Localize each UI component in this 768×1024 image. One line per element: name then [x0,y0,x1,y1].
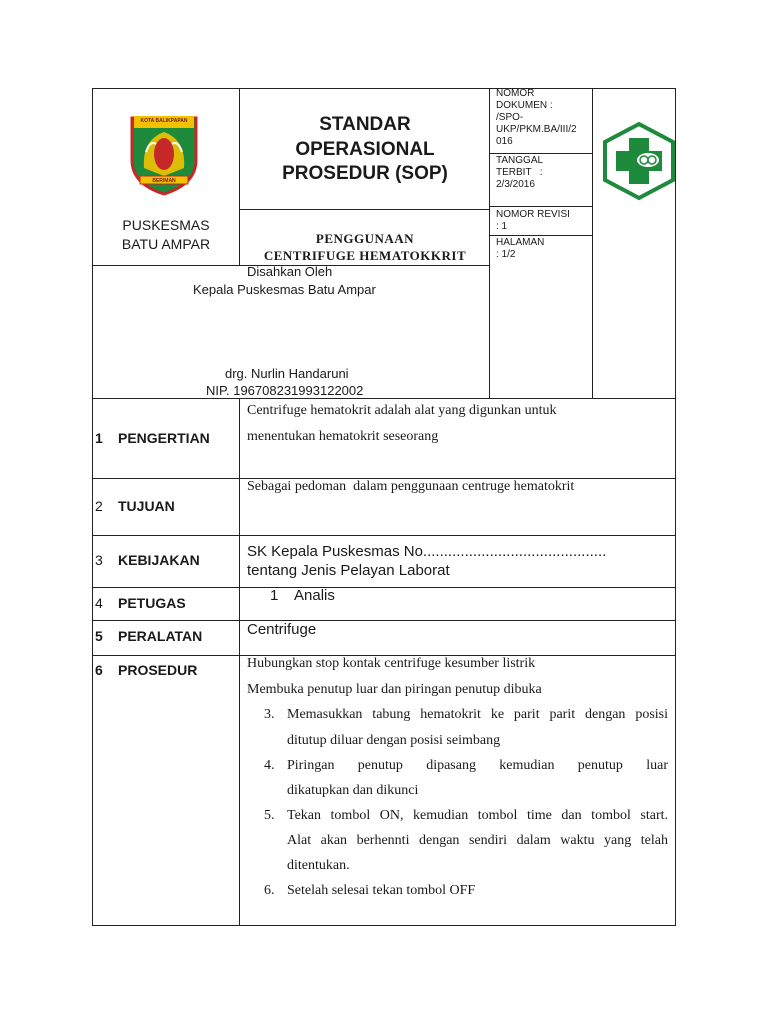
pengertian-text-line2: menentukan hematokrit seseorang [247,429,439,444]
doc-number-line: 016 [496,136,513,147]
section-label-peralatan: PERALATAN [118,628,203,644]
issue-date-line: 2/3/2016 [496,179,535,190]
step-number: 6. [264,883,275,898]
section-label-kebijakan: KEBIJAKAN [118,552,200,568]
row-divider-3 [92,587,676,588]
revision-line: NOMOR REVISI [496,209,570,220]
doc-subtitle-line1: PENGGUNAAN [315,231,415,246]
petugas-item-number: 1 [270,587,279,604]
prosedur-intro-line2: Membuka penutup luar dan piringan penutup dibuka [247,682,542,697]
logo-text-top: KOTA BALIKPAPAN [140,118,188,124]
revision-block [496,209,592,233]
doc-number-line: DOKUMEN : [496,100,553,111]
section-label-tujuan: TUJUAN [118,498,175,514]
tujuan-text: Sebagai pedoman dalam penggunaan centruge hematokrit [247,479,575,494]
section-label-prosedur: PROSEDUR [118,662,198,678]
doc-title-line1: STANDAR [319,114,411,135]
issue-date-line: TERBIT : [496,167,543,178]
step-number: 3. [264,707,275,722]
doc-number-line: /SPO- [496,112,524,123]
pengertian-text-line1: Centrifuge hematokrit adalah alat yang digunkan untuk [247,403,557,418]
step-5-line1: Tekan tombol ON, kemudian tombol time dan tombol start. [287,808,668,823]
step-number: 5. [264,808,275,823]
divider-meta-2 [489,206,593,207]
step-3-line2: ditutup diluar dengan posisi seimbang [287,733,501,748]
section-number: 4 [95,595,103,611]
step-number: 4. [264,758,275,773]
section-number: 5 [95,628,103,644]
table-border-bottom [92,925,676,926]
issue-date-line: TANGGAL [496,155,544,166]
page-line: : 1/2 [496,249,516,260]
prosedur-intro-line1: Hubungkan stop kontak centrifuge kesumber listrik [247,656,536,671]
doc-number-line: UKP/PKM.BA/III/2 [496,124,577,135]
revision-line: : 1 [496,221,508,232]
divider-meta-logo [592,88,593,398]
section-label-pengertian: PENGERTIAN [118,430,210,446]
signer-nip: NIP. 196708231993122002 [206,383,364,398]
signer-name: drg. Nurlin Handaruni [225,366,349,381]
doc-number-block [496,88,592,148]
logo-text-bottom: BERIMAN [152,178,176,184]
health-cross-logo [603,122,675,200]
section-number: 2 [95,498,103,514]
row-divider-4 [92,620,676,621]
section-number: 3 [95,552,103,568]
table-border-right [675,88,676,926]
page-block [496,237,592,261]
kebijakan-text-line2: tentang Jenis Pelayan Laborat [247,562,450,579]
divider-header-body [92,398,676,399]
issue-date-block [496,155,592,191]
petugas-item-text: Analis [294,587,335,604]
page-line: HALAMAN [496,237,545,248]
doc-title-line2: OPERASIONAL [295,139,435,160]
approval-label: Disahkan Oleh [247,264,333,279]
table-border-left [92,88,93,926]
section-number: 1 [95,430,103,446]
section-number: 6 [95,662,103,678]
org-name-line2: BATU AMPAR [121,236,211,252]
step-6-line1: Setelah selesai tekan tombol OFF [287,883,476,898]
doc-title-line3: PROSEDUR (SOP) [282,163,448,184]
step-4-line2: dikatupkan dan dikunci [287,783,419,798]
section-label-petugas: PETUGAS [118,595,186,611]
step-4-line1: Piringan penutup dipasang kemudian penutup luar [287,758,668,773]
row-divider-2 [92,535,676,536]
org-name-line1: PUSKESMAS [122,217,210,233]
divider-meta-3 [489,235,593,236]
divider-title-subtitle [239,209,490,210]
approval-title: Kepala Puskesmas Batu Ampar [193,282,376,297]
doc-number-line: NOMOR [496,88,535,99]
step-5-line2: Alat akan berhennti dengan sendiri dalam waktu yang telah [287,833,668,848]
doc-subtitle-line2: CENTRIFUGE HEMATOKKRIT [263,248,467,263]
kebijakan-text-line1: SK Kepala Puskesmas No............................................ [247,543,607,560]
step-5-line3: ditentukan. [287,858,350,873]
step-3-line1: Memasukkan tabung hematokrit ke parit parit dengan posisi [287,707,668,722]
divider-meta-1 [489,153,593,154]
peralatan-text: Centrifuge [247,621,317,638]
